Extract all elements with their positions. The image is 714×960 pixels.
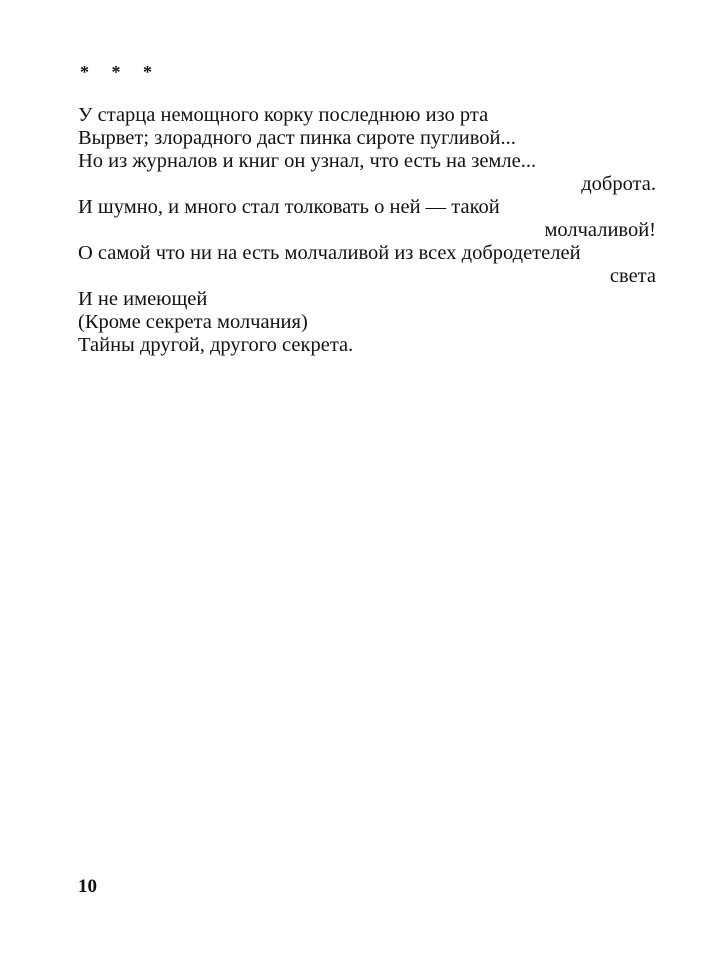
poem-line-continuation: света <box>609 265 656 287</box>
page-number: 10 <box>78 876 97 897</box>
poem-line: И шумно, и много стал толковать о ней — такой <box>78 196 500 218</box>
poem-text <box>78 104 656 357</box>
section-ornament: * * * <box>80 62 161 82</box>
poem-line: (Кроме секрета молчания) <box>78 311 308 333</box>
poem-line: Вырвет; злорадного даст пинка сироте пугливой... <box>78 127 516 149</box>
poem-line: И не имеющей <box>78 288 208 310</box>
poem-line: У старца немощного корку последнюю изо рта <box>78 104 489 126</box>
poem-line: О самой что ни на есть молчаливой из всех добродетелей <box>78 242 581 264</box>
poem-line-continuation: доброта. <box>581 173 656 195</box>
poem-line: Тайны другой, другого секрета. <box>78 334 354 356</box>
poem-line-continuation: молчаливой! <box>544 219 656 241</box>
poem-line: Но из журналов и книг он узнал, что есть на земле... <box>78 150 537 172</box>
